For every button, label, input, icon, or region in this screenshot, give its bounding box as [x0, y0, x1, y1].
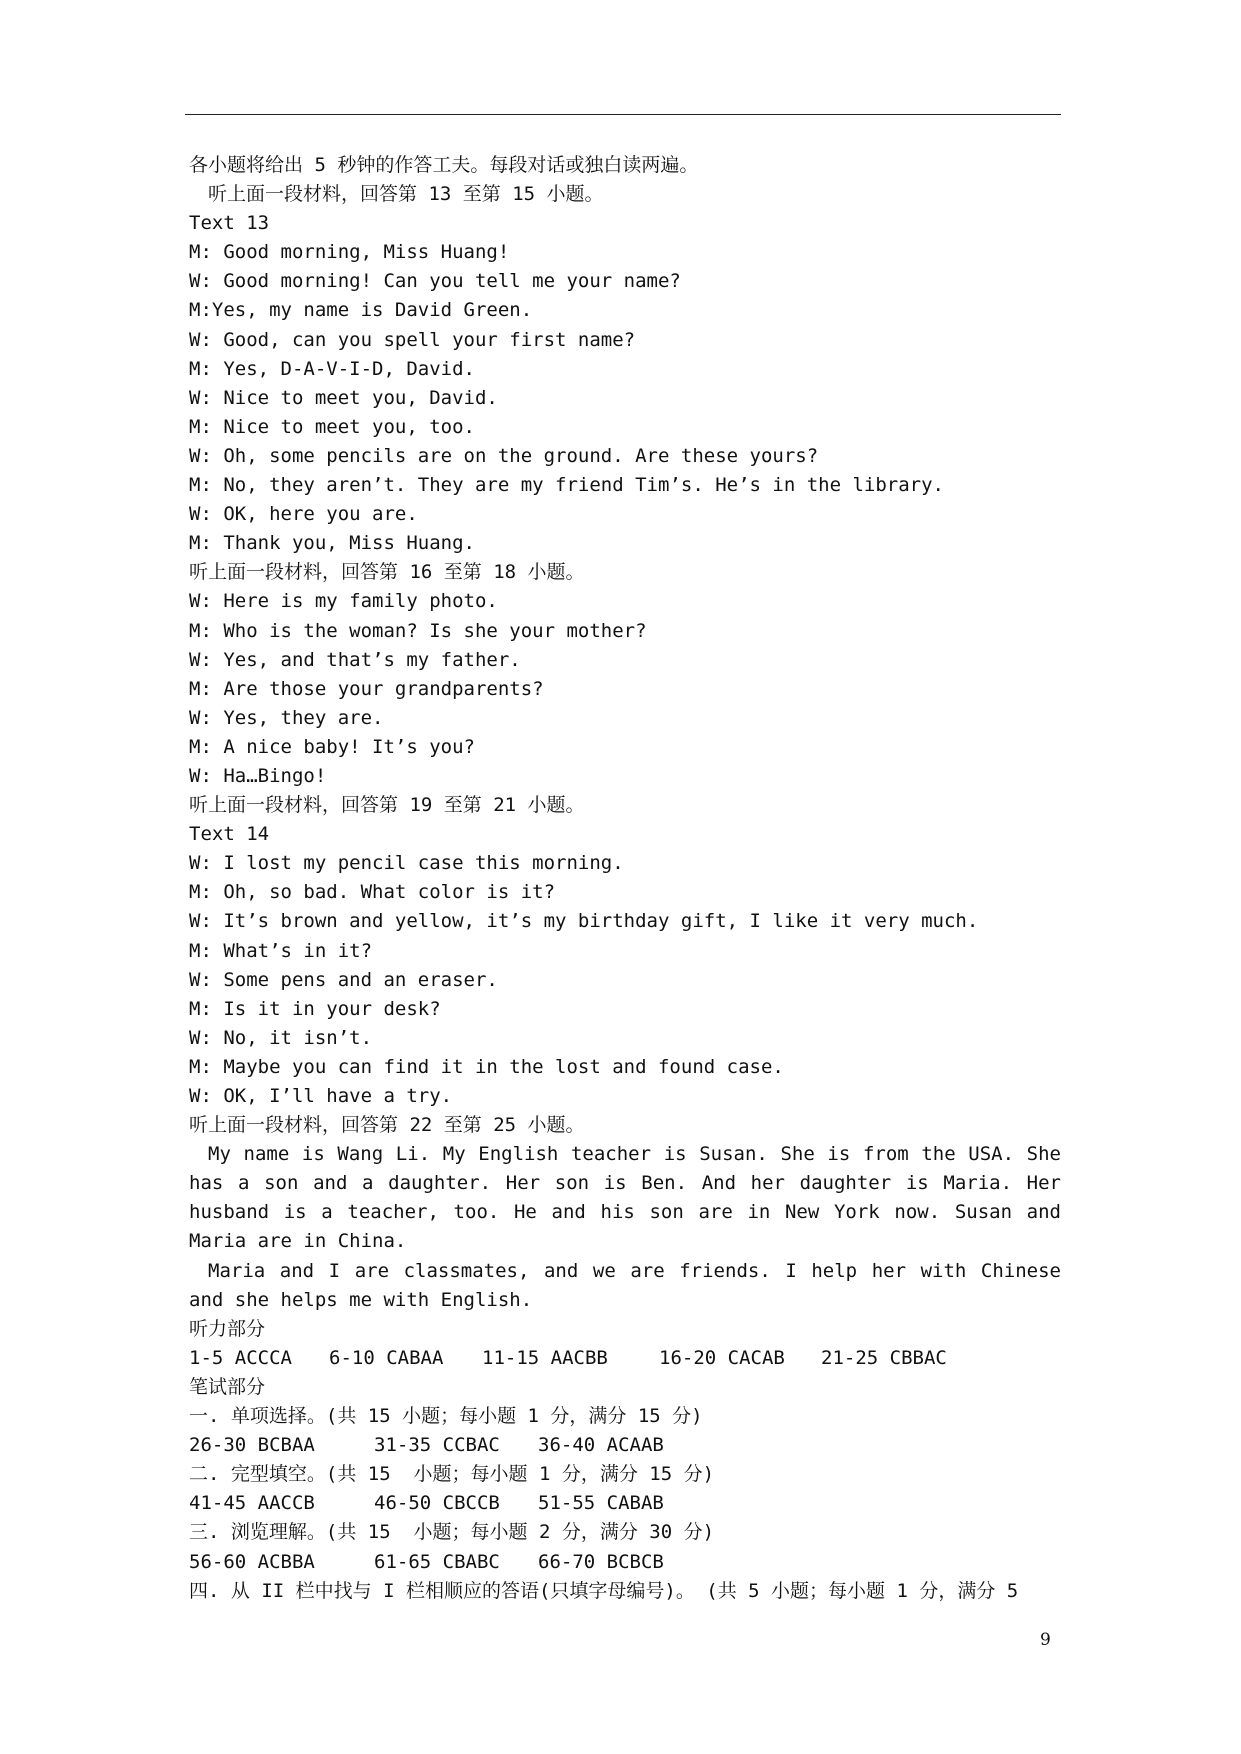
dialog-line: M: Maybe you can find it in the lost and found case. [189, 1055, 784, 1078]
answer-group: 21-25 CBBAC [821, 1346, 947, 1369]
section2-answers [189, 1489, 1061, 1518]
dialog-line: W: Oh, some pencils are on the ground. Are these yours? [189, 444, 819, 467]
answer-group: 6-10 CABAA [329, 1346, 444, 1369]
dialog-line: M: Are those your grandparents? [189, 677, 544, 700]
section1-heading: 一. 单项选择。(共 15 小题；每小题 1 分，满分 15 分) [189, 1405, 703, 1428]
text14-title: Text 14 [189, 823, 270, 846]
section1-answers [189, 1431, 1061, 1460]
dialog-line: W: OK, here you are. [189, 503, 418, 526]
dialog-line: W: Some pens and an eraser. [189, 968, 498, 991]
intro-line: 各小题将给出 5 秒钟的作答工夫。每段对话或独白读两遍。 [189, 154, 699, 176]
dialog-line: M:Yes, my name is David Green. [189, 299, 533, 322]
section3-heading: 三. 浏览理解。(共 15 小题；每小题 2 分，满分 30 分) [189, 1521, 715, 1544]
listening-answers [189, 1344, 1061, 1373]
dialog-line: M: No, they aren’t. They are my friend Tim’s. He’s in the library. [189, 474, 944, 497]
dialog-line: M: What’s in it? [189, 939, 373, 962]
section3-answers [189, 1548, 1061, 1577]
page-number: 9 [1040, 1630, 1051, 1650]
dialog-line: M: A nice baby! It’s you? [189, 735, 475, 758]
text13-dialog [189, 238, 1061, 558]
section4-heading: 四. 从 II 栏中找与 I 栏相顺应的答语(只填字母编号)。 (共 5 小题；每小题 1 分，满分 5 [189, 1579, 1019, 1602]
dialog-line: M: Is it in your desk? [189, 997, 441, 1020]
section2-heading: 二. 完型填空。(共 15 小题；每小题 1 分，满分 15 分) [189, 1463, 715, 1486]
answer-group: 56-60 ACBBA [189, 1550, 315, 1573]
instruction-13-15: 听上面一段材料，回答第 13 至第 15 小题。 [208, 183, 604, 206]
listening-heading: 听力部分 [189, 1317, 266, 1340]
answer-group: 1-5 ACCCA [189, 1346, 292, 1369]
dialog-line: W: Yes, and that’s my father. [189, 648, 521, 671]
written-heading: 笔试部分 [189, 1375, 266, 1398]
text13-title: Text 13 [189, 212, 270, 235]
dialog-line: M: Thank you, Miss Huang. [189, 532, 475, 555]
dialog-line: M: Good morning, Miss Huang! [189, 241, 510, 264]
dialog-line: W: Here is my family photo. [189, 590, 498, 613]
answer-group: 41-45 AACCB [189, 1492, 315, 1515]
text14-dialog [189, 849, 1061, 1111]
dialog-line: W: Nice to meet you, David. [189, 386, 498, 409]
passage-paragraph-2: Maria and I are classmates, and we are friends. I help her with Chinese and she helps me with English. [189, 1259, 1061, 1311]
answer-group: 66-70 BCBCB [538, 1550, 664, 1573]
passage-paragraph-1: My name is Wang Li. My English teacher is Susan. She is from the USA. She has a son and a daughter. Her son is Ben. And her daughter is Maria. Her husband is a teacher, too. He and his son are in New York now. Susan and Maria are in China. [189, 1143, 1061, 1253]
answer-group: 11-15 AACBB [482, 1346, 608, 1369]
dialog-line: M: Nice to meet you, too. [189, 415, 475, 438]
dialog-line: M: Yes, D-A-V-I-D, David. [189, 357, 475, 380]
instruction-19-21: 听上面一段材料，回答第 19 至第 21 小题。 [189, 794, 585, 817]
dialog-line: W: Good morning! Can you tell me your name? [189, 270, 681, 293]
header-rule [185, 114, 1061, 115]
page-content [189, 151, 1061, 1606]
answer-group: 31-35 CCBAC [374, 1434, 500, 1457]
dialog-line: W: It’s brown and yellow, it’s my birthday gift, I like it very much. [189, 910, 979, 933]
dialog-line: M: Who is the woman? Is she your mother? [189, 619, 647, 642]
answer-group: 36-40 ACAAB [538, 1434, 664, 1457]
instruction-16-18: 听上面一段材料，回答第 16 至第 18 小题。 [189, 561, 585, 584]
dialog-line: W: No, it isn’t. [189, 1026, 373, 1049]
answer-group: 61-65 CBABC [374, 1550, 500, 1573]
dialog-line: W: Yes, they are. [189, 706, 384, 729]
answer-group: 51-55 CABAB [538, 1492, 664, 1515]
dialog-16-18 [189, 587, 1061, 791]
answer-group: 16-20 CACAB [659, 1346, 785, 1369]
answer-group: 26-30 BCBAA [189, 1434, 315, 1457]
dialog-line: M: Oh, so bad. What color is it? [189, 881, 556, 904]
dialog-line: W: I lost my pencil case this morning. [189, 852, 624, 875]
dialog-line: W: OK, I’ll have a try. [189, 1085, 453, 1107]
answer-group: 46-50 CBCCB [374, 1492, 500, 1515]
dialog-line: W: Ha…Bingo! [189, 764, 327, 787]
instruction-22-25: 听上面一段材料，回答第 22 至第 25 小题。 [189, 1114, 585, 1137]
dialog-line: W: Good, can you spell your first name? [189, 328, 636, 351]
